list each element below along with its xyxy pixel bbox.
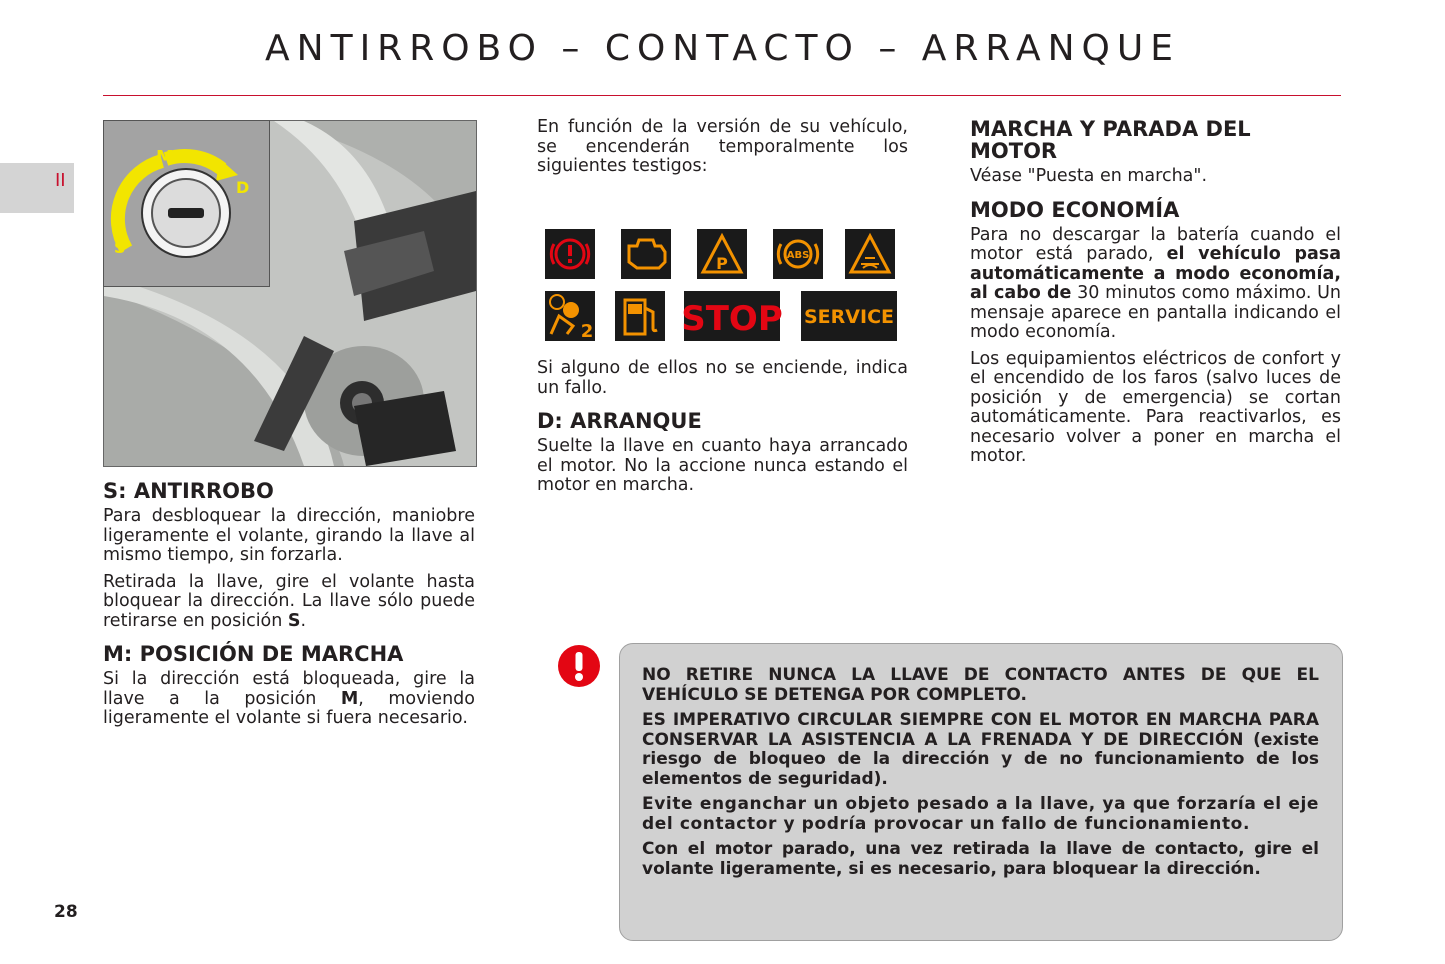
warning-lights-svg <box>537 222 908 347</box>
chapter-tab <box>0 163 74 213</box>
antirrobo-text-2-end: . <box>300 610 307 631</box>
ring-label-d: D <box>236 178 250 197</box>
column-middle <box>537 118 908 184</box>
warning-lights-panel <box>537 222 908 347</box>
heading-posicion-marcha: M: POSICIÓN DE MARCHA <box>103 642 404 666</box>
position-s-label: S <box>287 610 301 631</box>
page-number: 28 <box>54 902 78 922</box>
stop-label: STOP <box>681 299 783 339</box>
stability-warning-icon <box>845 229 895 279</box>
stop-warning-icon <box>681 291 783 341</box>
warning-p2-caps: ES IMPERATIVO CIRCULAR SIEMPRE CON EL MOTOR EN MARCHA PARA CONSERVAR LA ASISTENCIA A LA FRENADA Y DE DIRECCIÓN <box>642 710 1319 750</box>
page-title: ANTIRROBO – CONTACTO – ARRANQUE <box>265 28 1180 69</box>
ring-label-m: M <box>156 147 174 168</box>
column-left <box>103 474 475 736</box>
ignition-diagram-svg <box>104 121 269 286</box>
service-label: SERVICE <box>804 306 894 328</box>
marcha-parada-text: Véase "Puesta en marcha". <box>970 166 1208 186</box>
column-right <box>970 118 1341 474</box>
ring-label-s: S <box>114 238 126 257</box>
airbag-warning-icon <box>545 291 595 342</box>
economia-text-1-bold: el vehículo pasa automáticamente a modo economía, al cabo de <box>970 244 1342 303</box>
engine-warning-icon <box>621 229 671 279</box>
fuel-warning-icon <box>615 291 665 341</box>
warning-p2-rest: (existe riesgo de bloqueo de la dirección y de no funcionamiento de los elementos de seguridad). <box>642 729 1319 789</box>
heading-modo-economia: MODO ECONOMÍA <box>970 197 1180 222</box>
chapter-tab-label: II <box>55 170 66 191</box>
economia-text-2: Los equipamientos eléctricos de confort y el encendido de los faros (salvo luces de posición y de emergencia) se cortan automáticamente. Para reactivarlos, es necesario volver a poner en marcha el motor. <box>970 348 1341 466</box>
heading-marcha-parada: MARCHA Y PARADA DEL MOTOR <box>970 117 1251 163</box>
warning-p2 <box>642 711 1319 789</box>
marcha-text-start: Si la dirección está bloqueada, gire la llave a la posición <box>103 669 475 709</box>
exclamation-warning-icon <box>556 643 602 689</box>
airbag-number: 2 <box>580 321 594 342</box>
parking-label: P <box>716 254 728 273</box>
service-warning-icon <box>801 291 897 341</box>
antirrobo-text-2-start: Retirada la llave, gire el volante hasta bloquear la dirección. La llave sólo puede retirarse en posición <box>103 571 475 631</box>
economia-text-1-start: Para no descargar la batería cuando el motor está parado, <box>970 224 1341 264</box>
testigos-fallo: Si alguno de ellos no se enciende, indica un fallo. <box>537 358 908 398</box>
title-rule <box>103 95 1341 96</box>
warning-p1: NO RETIRE NUNCA LA LLAVE DE CONTACTO ANTES DE QUE EL VEHÍCULO SE DETENGA POR COMPLETO. <box>642 665 1319 705</box>
warning-text <box>642 666 1319 885</box>
heading-antirrobo: S: ANTIRROBO <box>103 479 274 503</box>
warning-p4: Con el motor parado, una vez retirada la llave de contacto, gire el volante ligeramente, si es necesario, para bloquear la dirección. <box>642 839 1319 879</box>
warning-p3: Evite enganchar un objeto pesado a la llave, ya que forzaría el eje del contactor y podría provocar un fallo de funcionamiento. <box>642 794 1319 834</box>
parking-brake-icon <box>697 229 747 279</box>
ignition-diagram <box>103 120 270 287</box>
heading-arranque: D: ARRANQUE <box>537 409 702 433</box>
marcha-text <box>103 670 475 729</box>
column-middle-lower <box>537 359 908 503</box>
abs-warning-icon <box>773 229 823 279</box>
economia-text-1-end: 30 minutos como máximo. Un mensaje aparece en pantalla indicando el modo economía. <box>970 283 1341 342</box>
antirrobo-text-2 <box>103 573 475 632</box>
antirrobo-text-1: Para desbloquear la dirección, maniobre ligeramente el volante, girando la llave al mismo tiempo, sin forzarla. <box>103 506 475 565</box>
position-m-label: M <box>340 688 359 709</box>
marcha-text-end: , moviendo ligeramente el volante si fuera necesario. <box>103 688 475 728</box>
abs-label: ABS <box>786 250 810 261</box>
arranque-text: Suelte la llave en cuanto haya arrancado el motor. No la accione nunca estando el motor en marcha. <box>537 436 908 495</box>
economia-text-1 <box>970 226 1341 343</box>
brake-warning-icon <box>545 229 595 279</box>
testigos-intro: En función de la versión de su vehículo, se encenderán temporalmente los siguientes testigos: <box>537 117 908 176</box>
